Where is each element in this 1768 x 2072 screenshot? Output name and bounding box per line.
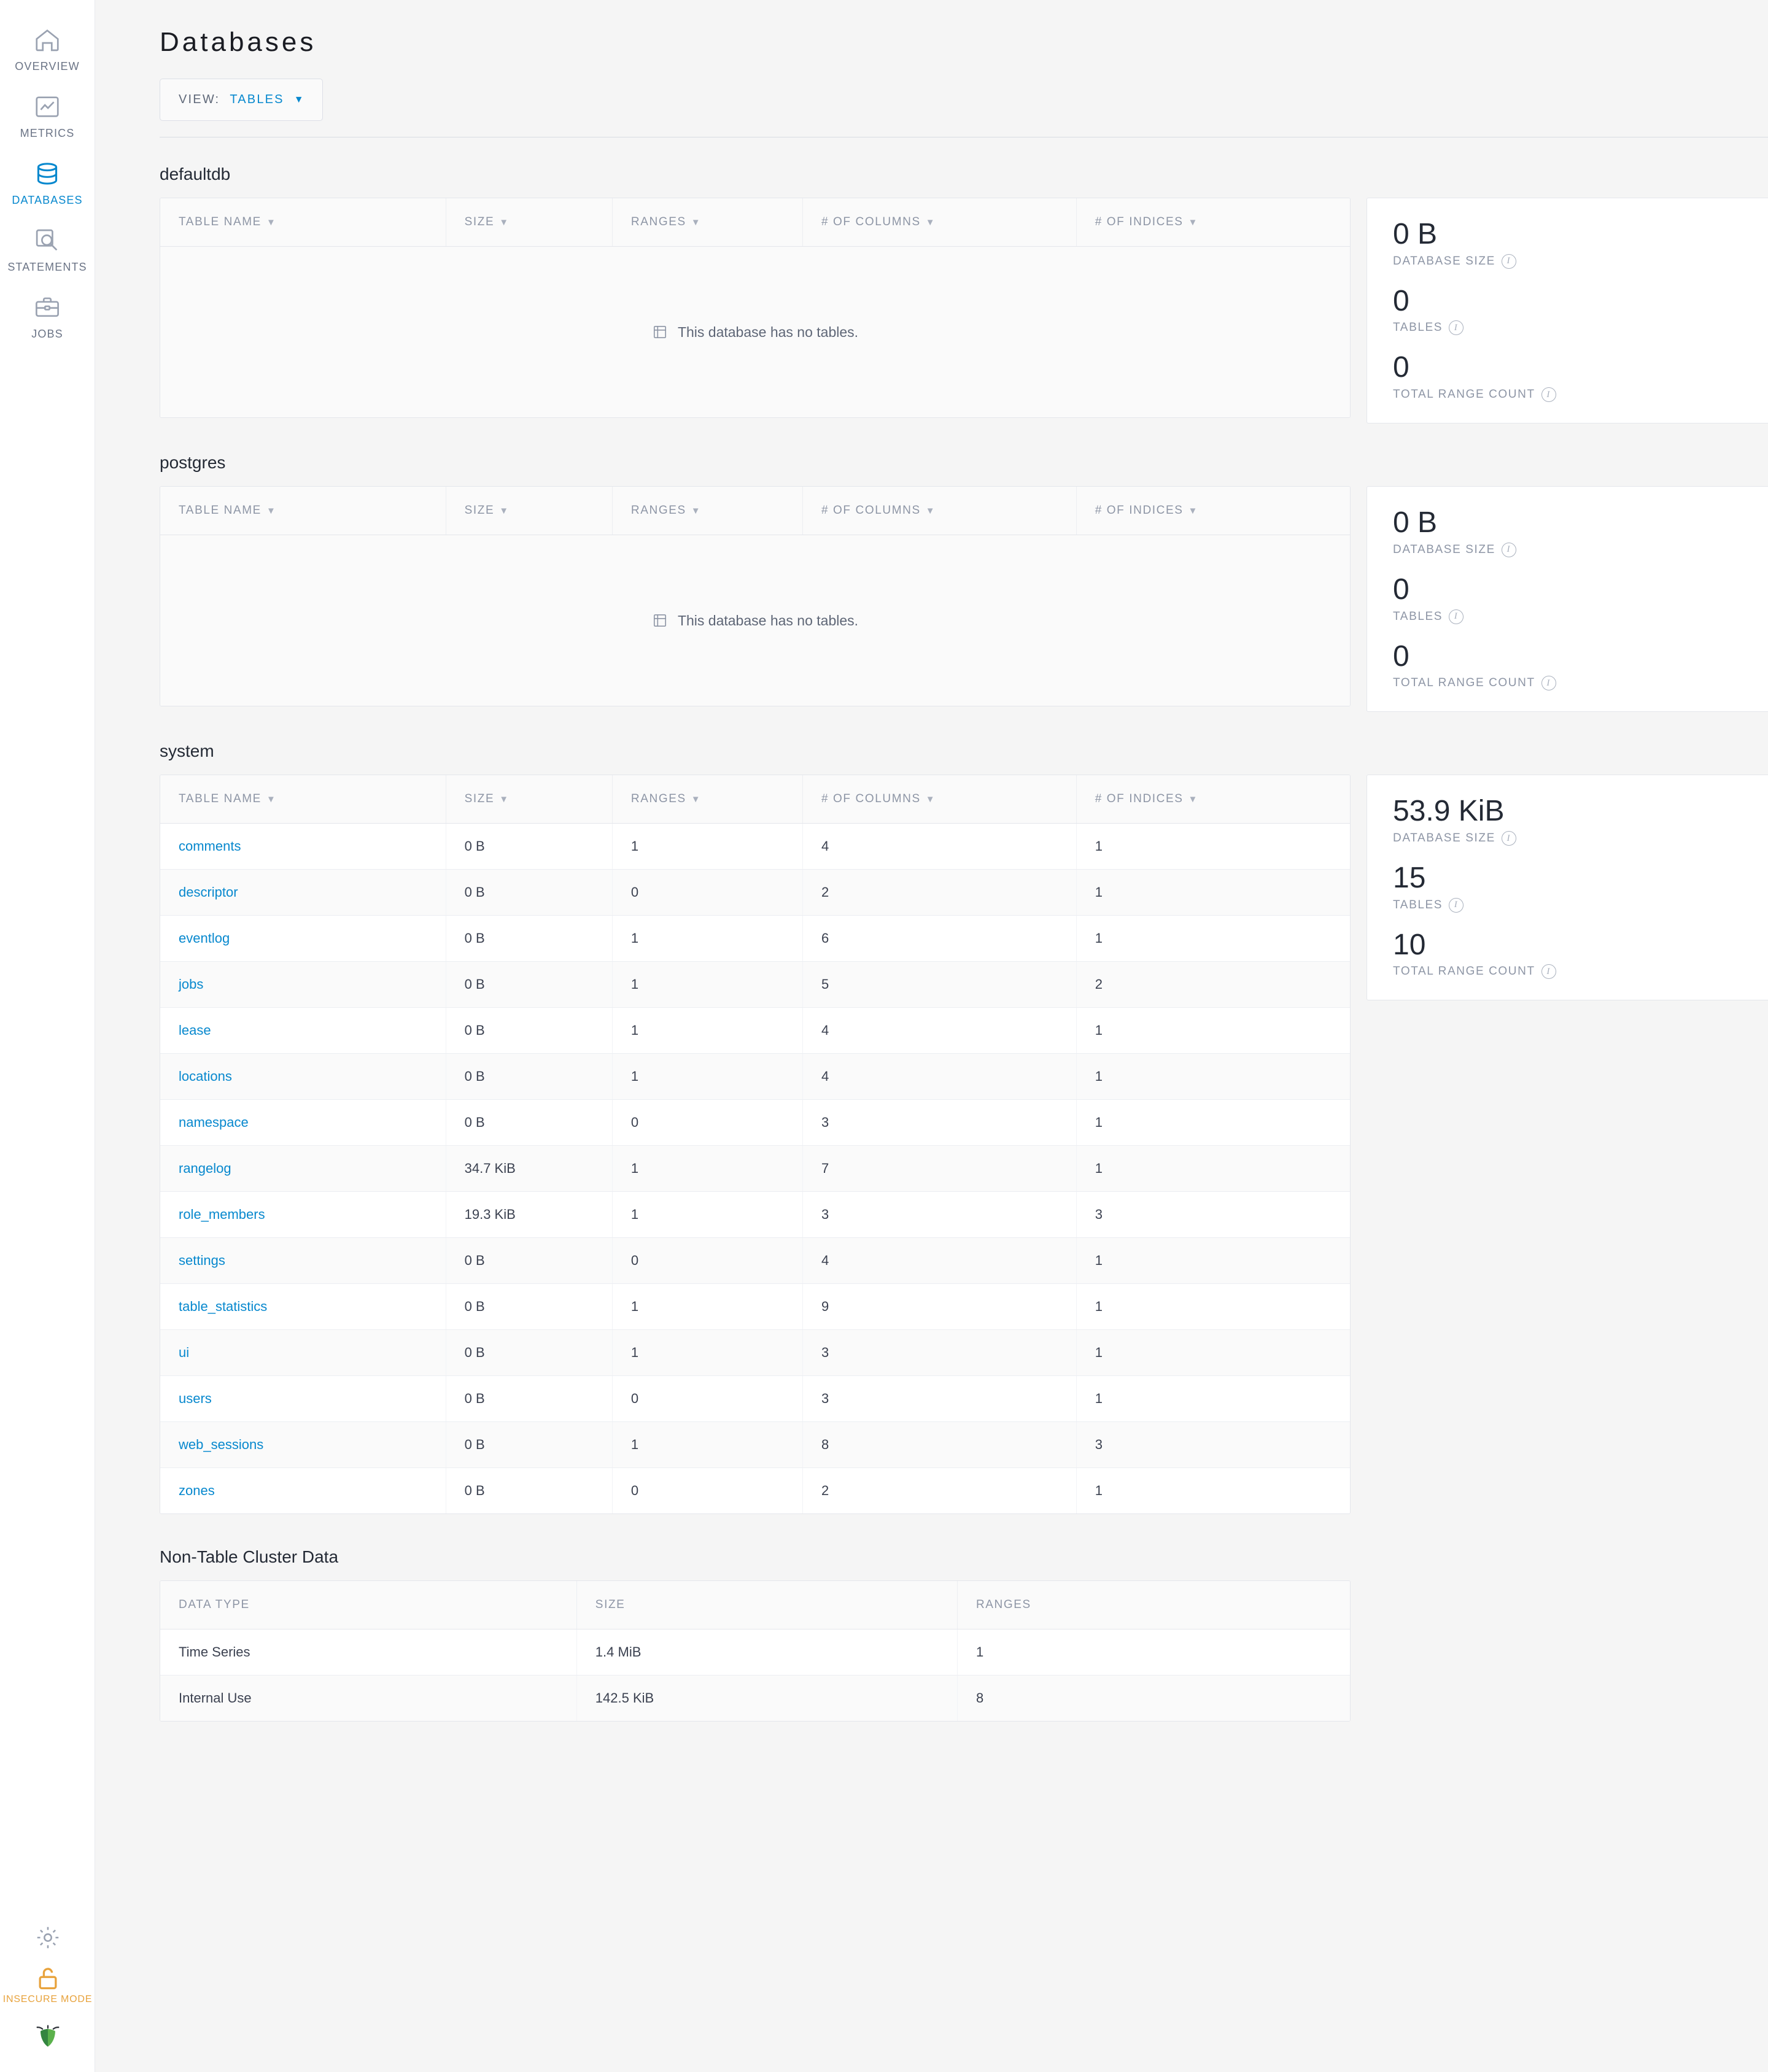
data-type-cell: Time Series bbox=[160, 1629, 576, 1676]
briefcase-icon bbox=[33, 293, 61, 322]
column-header-ranges[interactable]: RANGES ▼ bbox=[612, 198, 802, 247]
table-row[interactable] bbox=[160, 1054, 1350, 1100]
info-icon[interactable]: I bbox=[1541, 387, 1556, 402]
table-name-cell bbox=[160, 824, 446, 870]
stat-value: 0 bbox=[1393, 640, 1409, 673]
stat-value: 15 bbox=[1393, 862, 1426, 895]
stat-value: 0 B bbox=[1393, 218, 1438, 250]
sort-caret-icon: ▼ bbox=[691, 794, 702, 805]
chevron-down-icon: ▼ bbox=[293, 94, 304, 105]
column-header-data-type: DATA TYPE bbox=[160, 1581, 576, 1629]
size-cell: 0 B bbox=[446, 1054, 612, 1100]
column-header-size: SIZE bbox=[576, 1581, 957, 1629]
table-link[interactable]: rangelog bbox=[179, 1161, 231, 1177]
columns-cell: 5 bbox=[803, 962, 1077, 1008]
size-cell: 1.4 MiB bbox=[576, 1629, 957, 1676]
table-row[interactable] bbox=[160, 1146, 1350, 1192]
table-header-row bbox=[160, 1581, 1350, 1629]
sidebar-item-label: OVERVIEW bbox=[15, 60, 80, 72]
view-dropdown-value: TABLES bbox=[230, 93, 284, 106]
non-table-cluster-data-card bbox=[160, 1580, 1351, 1722]
database-section-system bbox=[160, 741, 1768, 1514]
table-name-cell bbox=[160, 916, 446, 962]
tables-table bbox=[160, 487, 1350, 535]
info-icon[interactable]: I bbox=[1541, 964, 1556, 979]
stat-value: 0 bbox=[1393, 284, 1409, 317]
insecure-mode-label: INSECURE MODE bbox=[2, 1994, 93, 2004]
table-link[interactable]: table_statistics bbox=[179, 1299, 268, 1315]
indices-cell: 1 bbox=[1076, 1330, 1350, 1376]
column-header-size[interactable]: SIZE ▼ bbox=[446, 487, 612, 535]
empty-state bbox=[160, 535, 1350, 706]
stat-total-range-count bbox=[1393, 351, 1745, 402]
column-header-size[interactable]: SIZE ▼ bbox=[446, 198, 612, 247]
main-content bbox=[95, 0, 1768, 2072]
sidebar-item-metrics[interactable] bbox=[0, 84, 95, 151]
stat-tables bbox=[1393, 862, 1745, 913]
columns-cell: 2 bbox=[803, 870, 1077, 916]
sort-caret-icon: ▼ bbox=[925, 217, 936, 228]
stat-total-range-count bbox=[1393, 929, 1745, 980]
column-header-indices[interactable]: # OF INDICES ▼ bbox=[1076, 198, 1350, 247]
insecure-mode-indicator bbox=[3, 1965, 93, 2005]
ranges-cell: 0 bbox=[612, 1100, 802, 1146]
empty-state-message: This database has no tables. bbox=[677, 612, 859, 628]
table-name-cell bbox=[160, 1192, 446, 1238]
chart-icon bbox=[33, 93, 61, 121]
sort-caret-icon: ▼ bbox=[266, 794, 277, 805]
empty-state-message: This database has no tables. bbox=[677, 323, 859, 340]
table-name-cell bbox=[160, 1100, 446, 1146]
indices-cell: 1 bbox=[1076, 824, 1350, 870]
sort-caret-icon: ▼ bbox=[925, 506, 936, 517]
table-name-cell bbox=[160, 1284, 446, 1330]
database-section-defaultdb bbox=[160, 164, 1768, 423]
data-type-cell: Internal Use bbox=[160, 1676, 576, 1722]
stat-database-size bbox=[1393, 795, 1745, 846]
size-cell: 0 B bbox=[446, 1422, 612, 1468]
info-icon[interactable]: I bbox=[1502, 254, 1516, 269]
table-header-row bbox=[160, 198, 1350, 247]
empty-state bbox=[160, 247, 1350, 417]
column-header-table-name[interactable]: TABLE NAME ▼ bbox=[160, 487, 446, 535]
table-row[interactable] bbox=[160, 962, 1350, 1008]
size-cell: 0 B bbox=[446, 1468, 612, 1514]
columns-cell: 3 bbox=[803, 1376, 1077, 1422]
sort-caret-icon: ▼ bbox=[266, 217, 277, 228]
stat-caption: DATABASE SIZE I bbox=[1393, 254, 1745, 269]
view-dropdown[interactable] bbox=[160, 79, 323, 121]
table-header-row bbox=[160, 487, 1350, 535]
sort-caret-icon: ▼ bbox=[691, 217, 702, 228]
table-row bbox=[160, 1676, 1350, 1722]
table-row[interactable] bbox=[160, 916, 1350, 962]
column-header-indices[interactable]: # OF INDICES ▼ bbox=[1076, 775, 1350, 824]
sidebar-item-jobs[interactable] bbox=[0, 285, 95, 352]
stat-caption: DATABASE SIZE I bbox=[1393, 831, 1745, 846]
stat-total-range-count bbox=[1393, 640, 1745, 691]
sidebar-item-statements[interactable] bbox=[0, 218, 95, 285]
sort-caret-icon: ▼ bbox=[1188, 217, 1198, 228]
cockroach-logo-icon bbox=[32, 2021, 64, 2056]
indices-cell: 1 bbox=[1076, 870, 1350, 916]
stat-database-size bbox=[1393, 218, 1745, 269]
non-table-cluster-data-table bbox=[160, 1581, 1350, 1721]
stat-value: 0 bbox=[1393, 351, 1409, 384]
tables-card bbox=[160, 486, 1351, 706]
size-cell: 0 B bbox=[446, 870, 612, 916]
sort-caret-icon: ▼ bbox=[499, 794, 510, 805]
table-name-cell bbox=[160, 870, 446, 916]
indices-cell: 1 bbox=[1076, 1468, 1350, 1514]
ranges-cell: 1 bbox=[612, 1054, 802, 1100]
table-row[interactable] bbox=[160, 1330, 1350, 1376]
empty-table-icon bbox=[652, 613, 668, 628]
table-row[interactable] bbox=[160, 1238, 1350, 1284]
size-cell: 0 B bbox=[446, 1284, 612, 1330]
stat-value: 10 bbox=[1393, 928, 1426, 961]
ranges-cell: 1 bbox=[612, 962, 802, 1008]
size-cell: 34.7 KiB bbox=[446, 1146, 612, 1192]
indices-cell: 1 bbox=[1076, 1376, 1350, 1422]
database-stats-card bbox=[1367, 775, 1768, 1000]
columns-cell: 3 bbox=[803, 1192, 1077, 1238]
tables-table-body bbox=[160, 824, 1350, 1514]
table-name-cell bbox=[160, 1146, 446, 1192]
tables-table bbox=[160, 198, 1350, 247]
tables-card bbox=[160, 198, 1351, 418]
column-header-table-name[interactable]: TABLE NAME ▼ bbox=[160, 198, 446, 247]
tables-table bbox=[160, 775, 1350, 1513]
ranges-cell: 0 bbox=[612, 1238, 802, 1284]
info-icon[interactable]: I bbox=[1449, 898, 1464, 913]
table-link[interactable]: namespace bbox=[179, 1115, 249, 1131]
table-link[interactable]: descriptor bbox=[179, 884, 238, 900]
columns-cell: 2 bbox=[803, 1468, 1077, 1514]
table-link[interactable]: settings bbox=[179, 1253, 225, 1269]
indices-cell: 1 bbox=[1076, 1054, 1350, 1100]
table-row[interactable] bbox=[160, 1284, 1350, 1330]
column-header-columns[interactable]: # OF COLUMNS ▼ bbox=[803, 487, 1077, 535]
indices-cell: 1 bbox=[1076, 1238, 1350, 1284]
table-link[interactable]: lease bbox=[179, 1022, 211, 1038]
column-header-columns[interactable]: # OF COLUMNS ▼ bbox=[803, 198, 1077, 247]
sidebar-footer bbox=[0, 1924, 95, 2056]
table-row[interactable] bbox=[160, 1468, 1350, 1514]
database-name: postgres bbox=[160, 453, 226, 473]
size-cell: 0 B bbox=[446, 1008, 612, 1054]
sort-caret-icon: ▼ bbox=[691, 506, 702, 517]
column-header-indices[interactable]: # OF INDICES ▼ bbox=[1076, 487, 1350, 535]
ranges-cell: 1 bbox=[612, 916, 802, 962]
stat-caption: TABLES I bbox=[1393, 609, 1745, 624]
info-icon[interactable]: I bbox=[1449, 609, 1464, 624]
gear-icon[interactable] bbox=[34, 1924, 61, 1951]
stat-caption: TABLES I bbox=[1393, 898, 1745, 913]
size-cell: 0 B bbox=[446, 916, 612, 962]
stat-caption: TABLES I bbox=[1393, 320, 1745, 335]
table-name-cell bbox=[160, 1468, 446, 1514]
database-name: defaultdb bbox=[160, 164, 231, 184]
sort-caret-icon: ▼ bbox=[925, 794, 936, 805]
column-header-ranges: RANGES bbox=[957, 1581, 1350, 1629]
table-name-cell bbox=[160, 1330, 446, 1376]
ranges-cell: 1 bbox=[612, 1008, 802, 1054]
view-dropdown-label: VIEW: bbox=[179, 93, 220, 106]
table-row[interactable] bbox=[160, 1100, 1350, 1146]
columns-cell: 8 bbox=[803, 1422, 1077, 1468]
size-cell: 0 B bbox=[446, 824, 612, 870]
table-link[interactable]: web_sessions bbox=[179, 1437, 264, 1453]
indices-cell: 3 bbox=[1076, 1422, 1350, 1468]
sort-caret-icon: ▼ bbox=[1188, 794, 1198, 805]
ranges-cell: 1 bbox=[612, 1146, 802, 1192]
table-name-cell bbox=[160, 1376, 446, 1422]
table-row bbox=[160, 1629, 1350, 1676]
ranges-cell: 1 bbox=[612, 1422, 802, 1468]
sort-caret-icon: ▼ bbox=[266, 506, 277, 517]
table-name-cell bbox=[160, 1054, 446, 1100]
column-header-columns[interactable]: # OF COLUMNS ▼ bbox=[803, 775, 1077, 824]
sidebar-item-label: METRICS bbox=[20, 127, 75, 139]
sidebar bbox=[0, 0, 95, 2072]
sort-caret-icon: ▼ bbox=[499, 217, 510, 228]
unlocked-padlock-icon bbox=[34, 1965, 61, 1992]
stat-tables bbox=[1393, 573, 1745, 624]
section-title: Non-Table Cluster Data bbox=[160, 1547, 339, 1567]
size-cell: 0 B bbox=[446, 1238, 612, 1284]
empty-table-icon bbox=[652, 324, 668, 340]
sidebar-item-label: DATABASES bbox=[12, 194, 83, 206]
info-icon[interactable]: I bbox=[1502, 831, 1516, 846]
ranges-cell: 1 bbox=[957, 1629, 1350, 1676]
ranges-cell: 1 bbox=[612, 1284, 802, 1330]
table-link[interactable]: eventlog bbox=[179, 930, 230, 946]
database-icon bbox=[33, 160, 61, 188]
indices-cell: 2 bbox=[1076, 962, 1350, 1008]
info-icon[interactable]: I bbox=[1502, 543, 1516, 557]
columns-cell: 3 bbox=[803, 1330, 1077, 1376]
column-header-table-name[interactable]: TABLE NAME ▼ bbox=[160, 775, 446, 824]
ranges-cell: 8 bbox=[957, 1676, 1350, 1722]
columns-cell: 3 bbox=[803, 1100, 1077, 1146]
ranges-cell: 0 bbox=[612, 1376, 802, 1422]
ranges-cell: 0 bbox=[612, 870, 802, 916]
sidebar-item-label: JOBS bbox=[31, 328, 63, 340]
indices-cell: 1 bbox=[1076, 1284, 1350, 1330]
sort-caret-icon: ▼ bbox=[1188, 506, 1198, 517]
columns-cell: 9 bbox=[803, 1284, 1077, 1330]
info-icon[interactable]: I bbox=[1449, 320, 1464, 335]
table-header-row bbox=[160, 775, 1350, 824]
tables-card bbox=[160, 775, 1351, 1514]
stat-caption: DATABASE SIZE I bbox=[1393, 543, 1745, 557]
indices-cell: 1 bbox=[1076, 1100, 1350, 1146]
table-name-cell bbox=[160, 1422, 446, 1468]
size-cell: 0 B bbox=[446, 962, 612, 1008]
stat-value: 0 bbox=[1393, 573, 1409, 606]
columns-cell: 6 bbox=[803, 916, 1077, 962]
table-link[interactable]: jobs bbox=[179, 976, 204, 992]
table-link[interactable]: users bbox=[179, 1391, 212, 1407]
table-link[interactable]: zones bbox=[179, 1483, 215, 1499]
sort-caret-icon: ▼ bbox=[499, 506, 510, 517]
stat-database-size bbox=[1393, 506, 1745, 557]
stat-value: 53.9 KiB bbox=[1393, 795, 1505, 828]
columns-cell: 4 bbox=[803, 1054, 1077, 1100]
stat-caption: TOTAL RANGE COUNT I bbox=[1393, 387, 1745, 402]
database-stats-card bbox=[1367, 486, 1768, 712]
table-row[interactable] bbox=[160, 1008, 1350, 1054]
table-row[interactable] bbox=[160, 1192, 1350, 1238]
columns-cell: 4 bbox=[803, 1008, 1077, 1054]
indices-cell: 1 bbox=[1076, 916, 1350, 962]
table-name-cell bbox=[160, 1008, 446, 1054]
size-cell: 0 B bbox=[446, 1100, 612, 1146]
ranges-cell: 1 bbox=[612, 824, 802, 870]
table-row[interactable] bbox=[160, 1376, 1350, 1422]
home-icon bbox=[33, 26, 61, 54]
table-link[interactable]: ui bbox=[179, 1345, 190, 1361]
view-bar bbox=[160, 79, 1768, 121]
indices-cell: 3 bbox=[1076, 1192, 1350, 1238]
size-cell: 142.5 KiB bbox=[576, 1676, 957, 1722]
stat-value: 0 B bbox=[1393, 506, 1438, 539]
columns-cell: 4 bbox=[803, 1238, 1077, 1284]
column-header-ranges[interactable]: RANGES ▼ bbox=[612, 775, 802, 824]
size-cell: 0 B bbox=[446, 1330, 612, 1376]
ranges-cell: 1 bbox=[612, 1192, 802, 1238]
stat-caption: TOTAL RANGE COUNT I bbox=[1393, 676, 1745, 690]
page-title: Databases bbox=[160, 27, 317, 57]
sidebar-item-label: STATEMENTS bbox=[7, 261, 87, 273]
table-row[interactable] bbox=[160, 870, 1350, 916]
non-table-cluster-data-section bbox=[160, 1547, 1768, 1722]
indices-cell: 1 bbox=[1076, 1146, 1350, 1192]
database-section-postgres bbox=[160, 453, 1768, 712]
stat-caption: TOTAL RANGE COUNT I bbox=[1393, 964, 1745, 979]
stat-tables bbox=[1393, 285, 1745, 336]
sidebar-item-databases[interactable] bbox=[0, 151, 95, 218]
columns-cell: 4 bbox=[803, 824, 1077, 870]
table-row[interactable] bbox=[160, 824, 1350, 870]
ranges-cell: 0 bbox=[612, 1468, 802, 1514]
table-link[interactable]: comments bbox=[179, 838, 241, 854]
table-row[interactable] bbox=[160, 1422, 1350, 1468]
info-icon[interactable]: I bbox=[1541, 676, 1556, 690]
magnifier-icon bbox=[33, 226, 61, 255]
table-link[interactable]: role_members bbox=[179, 1207, 265, 1223]
table-link[interactable]: locations bbox=[179, 1069, 232, 1084]
table-name-cell bbox=[160, 1238, 446, 1284]
size-cell: 19.3 KiB bbox=[446, 1192, 612, 1238]
table-name-cell bbox=[160, 962, 446, 1008]
sidebar-item-overview[interactable] bbox=[0, 17, 95, 84]
column-header-size[interactable]: SIZE ▼ bbox=[446, 775, 612, 824]
indices-cell: 1 bbox=[1076, 1008, 1350, 1054]
ranges-cell: 1 bbox=[612, 1330, 802, 1376]
column-header-ranges[interactable]: RANGES ▼ bbox=[612, 487, 802, 535]
size-cell: 0 B bbox=[446, 1376, 612, 1422]
columns-cell: 7 bbox=[803, 1146, 1077, 1192]
database-stats-card bbox=[1367, 198, 1768, 423]
database-name: system bbox=[160, 741, 214, 761]
